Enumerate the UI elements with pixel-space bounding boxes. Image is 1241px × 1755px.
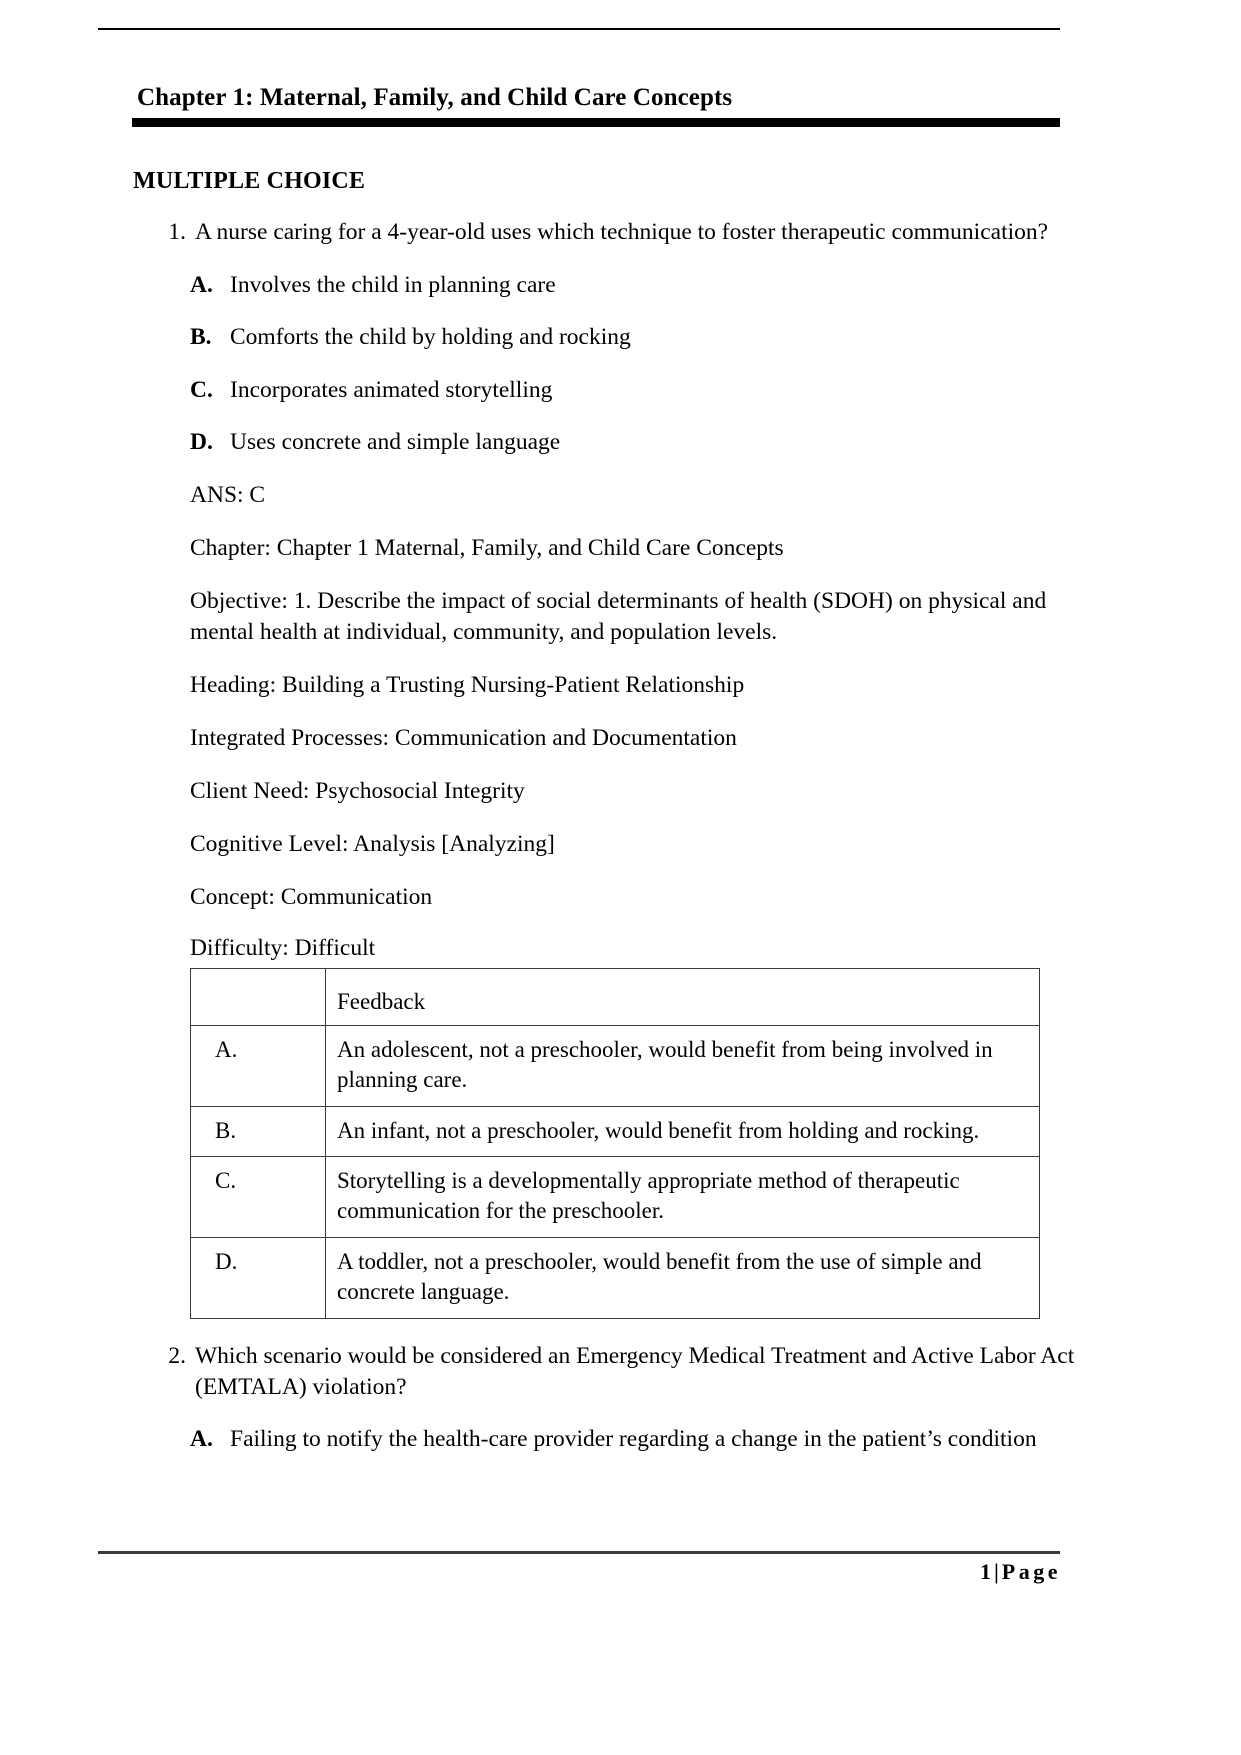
row-letter: B. (191, 1106, 326, 1157)
row-letter: D. (191, 1238, 326, 1319)
row-letter: A. (191, 1025, 326, 1106)
question-text: Which scenario would be considered an Emergency Medical Treatment and Active Labor Act (EMTALA) violation? (195, 1343, 1075, 1400)
question-number: 2. (168, 1343, 186, 1370)
option-text: Comforts the child by holding and rocking (230, 324, 631, 351)
row-feedback: Storytelling is a developmentally appropriate method of therapeutic communication for the preschooler. (326, 1157, 1040, 1238)
feedback-table (190, 968, 1040, 1319)
table-row (191, 1106, 1040, 1157)
metadata-objective: Objective: 1. Describe the impact of social determinants of health (SDOH) on physical and mental health at individual, community, and population levels. (190, 587, 1047, 645)
column-header-letter (191, 968, 326, 1025)
row-feedback: An infant, not a preschooler, would benefit from holding and rocking. (326, 1106, 1040, 1157)
row-feedback: A toddler, not a preschooler, would benefit from the use of simple and concrete language. (326, 1238, 1040, 1319)
metadata-difficulty: Difficulty: Difficult (190, 934, 376, 961)
row-letter: C. (191, 1157, 326, 1238)
metadata-chapter: Chapter: Chapter 1 Maternal, Family, and Child Care Concepts (190, 534, 784, 561)
feedback-table-wrapper (190, 968, 1096, 1319)
question-number: 1. (168, 219, 186, 245)
page-title: Chapter 1: Maternal, Family, and Child Care Concepts (137, 84, 733, 111)
footer-rule (98, 1551, 1060, 1554)
question-item (158, 1341, 1096, 1402)
option-letter: D. (190, 429, 213, 456)
option-text: Uses concrete and simple language (230, 429, 561, 456)
question-text: A nurse caring for a 4-year-old uses which technique to foster therapeutic communication? (195, 219, 1049, 245)
table-row (191, 1157, 1040, 1238)
answer-option[interactable] (190, 1424, 1091, 1455)
document-body (0, 168, 1241, 1455)
header-bottom-bar (132, 118, 1060, 127)
table-header-row (191, 968, 1040, 1025)
footer-page-indicator (980, 1559, 1061, 1585)
option-letter: A. (190, 271, 213, 298)
table-row (191, 1025, 1040, 1106)
option-letter: A. (190, 1426, 213, 1453)
metadata-heading: Heading: Building a Trusting Nursing-Patient Relationship (190, 671, 745, 698)
option-text: Incorporates animated storytelling (230, 376, 553, 403)
metadata-cognitive-level: Cognitive Level: Analysis [Analyzing] (190, 830, 555, 857)
metadata-client-need: Client Need: Psychosocial Integrity (190, 777, 525, 804)
footer-page-word: Page (1001, 1559, 1061, 1584)
answer-option[interactable] (190, 375, 1091, 406)
metadata-integrated-processes: Integrated Processes: Communication and Documentation (190, 724, 737, 751)
option-text: Involves the child in planning care (230, 271, 556, 298)
answer-option[interactable] (190, 270, 1091, 301)
option-letter: C. (190, 376, 213, 403)
answer-option[interactable] (190, 427, 1091, 458)
row-feedback: An adolescent, not a preschooler, would benefit from being involved in planning care. (326, 1025, 1040, 1106)
option-letter: B. (190, 324, 212, 351)
column-header-feedback: Feedback (326, 968, 1040, 1025)
question-item (158, 217, 1096, 248)
answer-key: ANS: C (190, 481, 266, 508)
metadata-concept: Concept: Communication (190, 883, 433, 910)
option-text: Failing to notify the health-care provider regarding a change in the patient’s condition (230, 1426, 1037, 1453)
header-top-rule (98, 28, 1060, 30)
answer-option[interactable] (190, 322, 1091, 353)
section-heading: MULTIPLE CHOICE (133, 168, 366, 194)
table-row (191, 1238, 1040, 1319)
footer-separator: | (993, 1559, 999, 1584)
footer-page-number: 1 (979, 1559, 991, 1584)
